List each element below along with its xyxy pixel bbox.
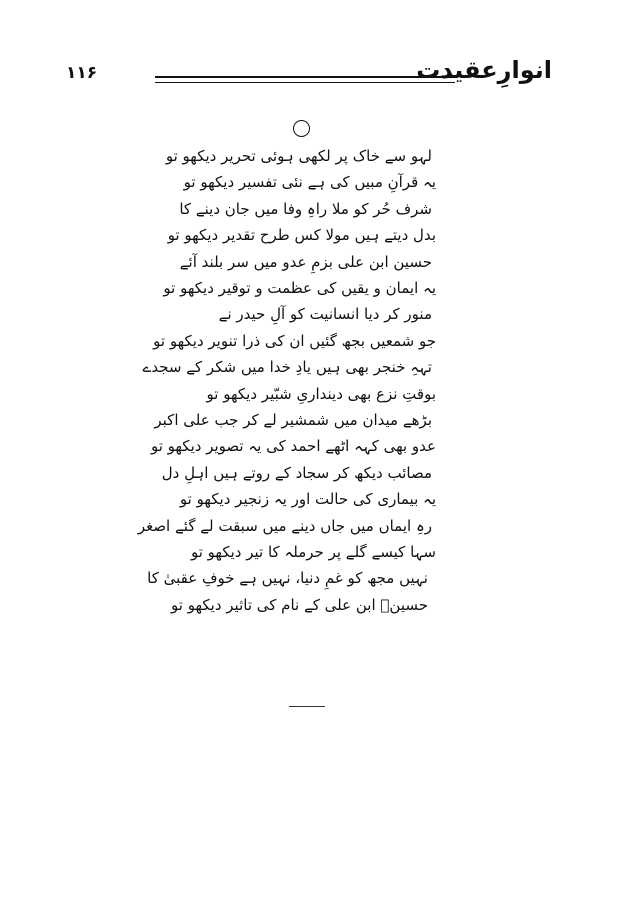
end-divider <box>289 706 325 707</box>
poem-line: منور کر دیا انسانیت کو آلِ حیدر نے <box>218 305 432 324</box>
header-rule-top <box>155 76 455 78</box>
poem-line: رہِ ایماں میں جاں دینے میں سبقت لے گئے اصغر <box>137 516 432 535</box>
page-number: ۱۱۶ <box>66 63 98 83</box>
poem-line: بوقتِ نزع بھی دینداریِ شبّیر دیکھو تو <box>206 384 436 403</box>
poem-line: شرف حُر کو ملا راہِ وفا میں جان دینے کا <box>179 199 432 218</box>
poem-line: حسینؑ ابن علی کے نام کی تاثیر دیکھو تو <box>171 595 428 614</box>
poem-line: جو شمعیں بجھ گئیں ان کی ذرا تنویر دیکھو تو <box>153 331 436 350</box>
header-rule-bottom <box>155 82 455 83</box>
section-circle-ornament <box>293 120 310 137</box>
poem-line: لہو سے خاک پر لکھی ہوئی تحریر دیکھو تو <box>165 147 432 165</box>
poem-line: یہ ایمان و یقیں کی عظمت و توقیر دیکھو تو <box>163 279 436 297</box>
poem-line: یہ قرآنِ مبیں کی ہے نئی تفسیر دیکھو تو <box>183 173 436 192</box>
poem-line: تہہِ خنجر بھی ہیں یادِ خدا میں شکر کے سجدے <box>142 358 432 377</box>
poem-line: مصائب دیکھ کر سجاد کے روتے ہیں اہلِ دل <box>161 463 432 482</box>
poem-line: یہ بیماری کی حالت اور یہ زنجیر دیکھو تو <box>179 490 436 509</box>
page-header <box>0 0 618 100</box>
poem-line: نہیں مجھ کو غمِ دنیا، نہیں ہے خوفِ عقبیٰ کا <box>147 569 428 588</box>
poem-line: بدل دیتے ہیں مولا کس طرح تقدیر دیکھو تو <box>167 226 436 245</box>
poem-line: عدو بھی کہہ اٹھے احمد کی یہ تصویر دیکھو تو <box>150 437 436 456</box>
book-title: انوارِعقیدت <box>416 56 552 84</box>
poem-line: حسین ابن علی بزمِ عدو میں سر بلند آئے <box>179 252 432 271</box>
poem-line: سہا کیسے گلے پر حرملہ کا تیر دیکھو تو <box>190 543 436 561</box>
poem-line: بڑھے میدان میں شمشیر لے کر جب علی اکبر <box>154 411 432 429</box>
